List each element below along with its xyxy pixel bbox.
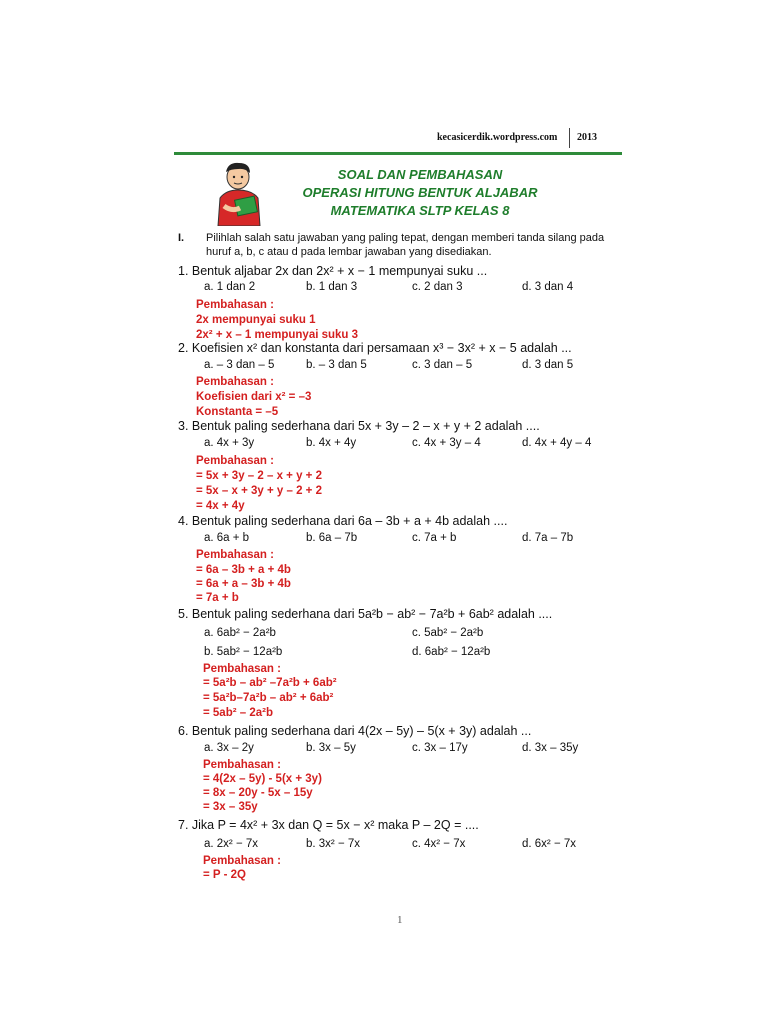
q4-option-c: c. 7a + b	[412, 532, 457, 544]
q6-discussion-1: = 4(2x – 5y) - 5(x + 3y)	[203, 773, 322, 785]
student-reading-illustration	[212, 160, 270, 226]
q7-option-b: b. 3x² − 7x	[306, 838, 361, 850]
q5-option-c: c. 5ab² − 2a²b	[412, 627, 484, 639]
q1-option-b: b. 1 dan 3	[306, 281, 358, 293]
q7-discussion-label: Pembahasan :	[203, 855, 281, 867]
q5-option-b: b. 5ab² − 12a²b	[204, 646, 283, 658]
q5-discussion-3: = 5ab² – 2a²b	[203, 707, 273, 719]
q4-discussion-2: = 6a + a – 3b + 4b	[196, 578, 291, 590]
q3-option-a: a. 4x + 3y	[204, 437, 255, 449]
q3-option-b: b. 4x + 4y	[306, 437, 357, 449]
q3-discussion-label: Pembahasan :	[196, 455, 274, 467]
question-5: 5. Bentuk paling sederhana dari 5a²b − ab² − 7a²b + 6ab² adalah ....	[178, 607, 553, 621]
header-year: 2013	[577, 132, 597, 143]
header-rule	[174, 152, 622, 155]
q6-discussion-3: = 3x – 35y	[203, 801, 258, 813]
q2-discussion-1: Koefisien dari x² = –3	[196, 391, 312, 403]
q6-option-d: d. 3x – 35y	[522, 742, 579, 754]
page-number: 1	[397, 914, 403, 926]
instruction-number: I.	[178, 232, 185, 244]
q5-option-d: d. 6ab² − 12a²b	[412, 646, 491, 658]
q5-discussion-2: = 5a²b–7a²b – ab² + 6ab²	[203, 692, 334, 704]
q2-option-c: c. 3 dan – 5	[412, 359, 473, 371]
q2-discussion-label: Pembahasan :	[196, 376, 274, 388]
q2-discussion-2: Konstanta = –5	[196, 406, 279, 418]
q4-option-b: b. 6a – 7b	[306, 532, 358, 544]
q7-option-a: a. 2x² − 7x	[204, 838, 259, 850]
site-url: kecasicerdik.wordpress.com	[437, 132, 558, 143]
question-7: 7. Jika P = 4x² + 3x dan Q = 5x − x² maka P – 2Q = ....	[178, 818, 479, 832]
q7-discussion-1: = P - 2Q	[203, 869, 246, 881]
q3-discussion-1: = 5x + 3y – 2 – x + y + 2	[196, 470, 322, 482]
q6-option-a: a. 3x – 2y	[204, 742, 254, 754]
q2-option-d: d. 3 dan 5	[522, 359, 574, 371]
q1-option-a: a. 1 dan 2	[204, 281, 256, 293]
q4-option-a: a. 6a + b	[204, 532, 250, 544]
q3-discussion-2: = 5x – x + 3y + y – 2 + 2	[196, 485, 322, 497]
q1-discussion-label: Pembahasan :	[196, 299, 274, 311]
title-line-2: OPERASI HITUNG BENTUK ALJABAR	[302, 185, 538, 200]
q5-option-a: a. 6ab² − 2a²b	[204, 627, 276, 639]
q5-discussion-label: Pembahasan :	[203, 663, 281, 675]
q1-option-c: c. 2 dan 3	[412, 281, 463, 293]
q4-discussion-3: = 7a + b	[196, 592, 239, 604]
question-6: 6. Bentuk paling sederhana dari 4(2x – 5y) – 5(x + 3y) adalah ...	[178, 724, 532, 738]
q3-option-d: d. 4x + 4y – 4	[522, 437, 592, 449]
title-line-3: MATEMATIKA SLTP KELAS 8	[330, 203, 510, 218]
instruction-line-2: huruf a, b, c atau d pada lembar jawaban yang disediakan.	[206, 246, 492, 258]
q7-option-c: c. 4x² − 7x	[412, 838, 466, 850]
q6-discussion-label: Pembahasan :	[203, 759, 281, 771]
question-1: 1. Bentuk aljabar 2x dan 2x² + x − 1 mempunyai suku ...	[178, 264, 488, 278]
question-4: 4. Bentuk paling sederhana dari 6a – 3b + a + 4b adalah ....	[178, 514, 508, 528]
q2-option-b: b. – 3 dan 5	[306, 359, 367, 371]
q1-option-d: d. 3 dan 4	[522, 281, 574, 293]
q4-discussion-1: = 6a – 3b + a + 4b	[196, 564, 291, 576]
title-line-1: SOAL DAN PEMBAHASAN	[337, 167, 503, 182]
q3-option-c: c. 4x + 3y – 4	[412, 437, 481, 449]
q6-discussion-2: = 8x – 20y - 5x – 15y	[203, 787, 313, 799]
q1-discussion-2: 2x² + x – 1 mempunyai suku 3	[196, 329, 359, 341]
q2-option-a: a. – 3 dan – 5	[204, 359, 275, 371]
q7-option-d: d. 6x² − 7x	[522, 838, 577, 850]
q3-discussion-3: = 4x + 4y	[196, 500, 245, 512]
q5-discussion-1: = 5a²b – ab² –7a²b + 6ab²	[203, 677, 337, 689]
question-3: 3. Bentuk paling sederhana dari 5x + 3y – 2 – x + y + 2 adalah ....	[178, 419, 540, 433]
header-divider	[569, 128, 570, 148]
q1-discussion-1: 2x mempunyai suku 1	[196, 314, 316, 326]
question-2: 2. Koefisien x² dan konstanta dari persamaan x³ − 3x² + x − 5 adalah ...	[178, 341, 572, 355]
q6-option-b: b. 3x – 5y	[306, 742, 356, 754]
q4-discussion-label: Pembahasan :	[196, 549, 274, 561]
q4-option-d: d. 7a – 7b	[522, 532, 574, 544]
q6-option-c: c. 3x – 17y	[412, 742, 468, 754]
instruction-line-1: Pilihlah salah satu jawaban yang paling tepat, dengan memberi tanda silang pada	[206, 232, 605, 244]
